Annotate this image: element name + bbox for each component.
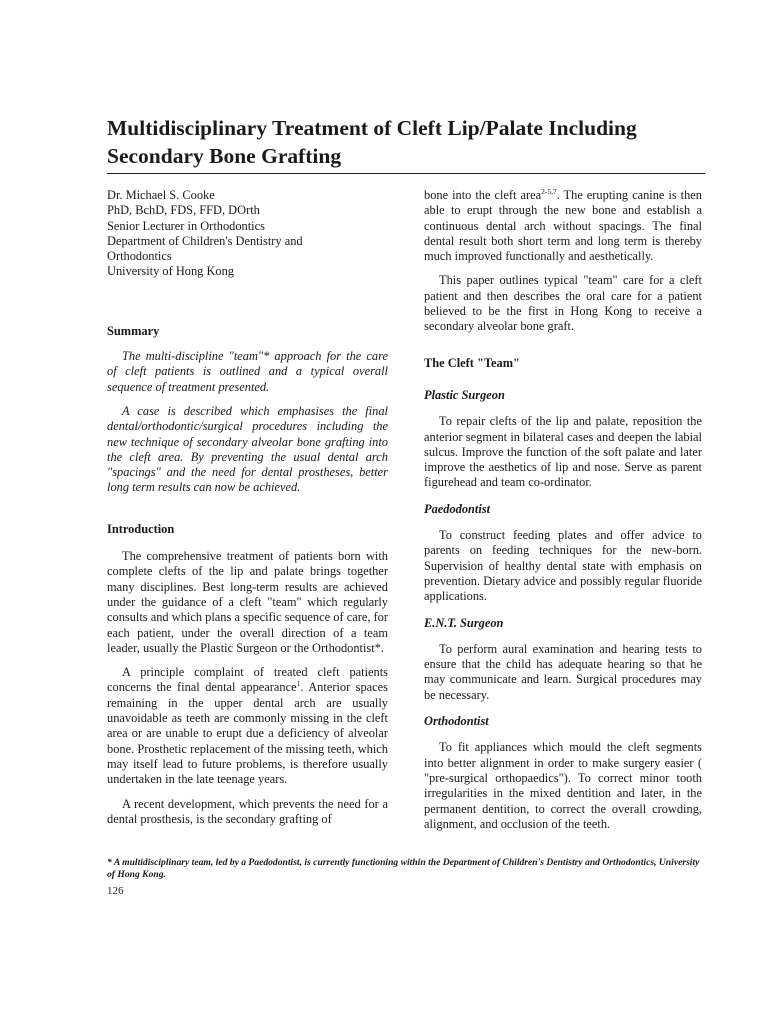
introduction-heading: Introduction [107, 521, 175, 536]
role-description: To fit appliances which mould the cleft segments into better alignment in order to make surgery easier ( "pre-surgical orthopaedics"). To correct minor tooth irregularities in the mixed dentition and later, in the permanent dentition, to correct the overall crowding, alignment, and occlusion of the teeth. [424, 740, 702, 831]
summary-paragraph: The multi-discipline "team"* approach for the care of cleft patients is outlined and a typical overall sequence of treatment presented. [107, 349, 388, 394]
title-rule [107, 173, 705, 174]
introduction-paragraph [107, 665, 388, 787]
paragraph-text: . The erupting canine is then able to erupt through the new bone and establish a continuous dental arch without spacings. The final dental result both short term and long term is thereby much improved functionally and aesthetically. [424, 188, 702, 264]
summary-paragraph: A case is described which emphasises the final dental/orthodontic/surgical procedures including the new technique of secondary alveolar bone grafting into the cleft area. By preventing the usual dental arch "spacings" and the need for dental prostheses, better long term results can now be achieved. [107, 403, 388, 495]
team-heading: The Cleft "Team" [424, 355, 520, 370]
right-column [424, 188, 702, 832]
summary-heading: Summary [107, 323, 160, 338]
role-description: To repair clefts of the lip and palate, reposition the anterior segment in bilateral cases and deepen the labial sulcus. Improve the function of the soft palate and later improve the aesthetics of lip and nose. Serve as parent figurehead and team co-ordinator. [424, 414, 702, 490]
role-description: To perform aural examination and hearing tests to ensure that the child has adequate hearing so that he may communicate and learn. Surgical procedures may be necessary. [424, 641, 702, 702]
introduction-paragraph: The comprehensive treatment of patients born with complete clefts of the lip and palate brings together many disciplines. Best long-term results are achieved under the guidance of a cleft "team" which regularly consults and which plans a specific sequence of care, for each patient, under the overall direction of a team leader, usually the Plastic Surgeon or the Orthodontist*. [107, 549, 388, 655]
page-title: Multidisciplinary Treatment of Cleft Lip/Palate Including Secondary Bone Grafting [107, 116, 637, 168]
role-heading-plastic-surgeon: Plastic Surgeon [424, 387, 505, 402]
left-column [107, 188, 388, 827]
page-number: 126 [107, 885, 124, 897]
citation-ref: 1 [296, 679, 301, 689]
introduction-paragraph: This paper outlines typical "team" care for a cleft patient and then describes the oral care for a patient believed to be the first in Hong Kong to receive a secondary alveolar bone graft. [424, 273, 702, 334]
paragraph-text: . Anterior spaces remaining in the upper dental arch are usually unavoidable as teeth are commonly missing in the cleft area or are unable to erupt due a deficiency of alveolar bone. Prosthetic replacement of the missing teeth, which may itself lead to future problems, is therefore usually undertaken in the late teenage years. [107, 680, 388, 787]
introduction-continuation [424, 188, 702, 264]
paragraph-text: bone into the cleft area [424, 188, 542, 202]
author-name: Dr. Michael S. Cooke [107, 188, 215, 202]
role-description: To construct feeding plates and offer advice to parents on feeding techniques for the new-born. Supervision of healthy dental state with emphasis on prevention. Dietary advice and possibly regular fluoride applications. [424, 528, 702, 604]
footnote: * A multidisciplinary team, led by a Paedodontist, is currently functioning within the Department of Children's Dentistry and Orthodontics, University of Hong Kong. [107, 857, 700, 880]
author-affiliation: Senior Lecturer in Orthodontics Department of Children's Dentistry and Orthodontics University of Hong Kong [107, 218, 303, 279]
author-degrees: PhD, BchD, FDS, FFD, DOrth [107, 203, 260, 218]
citation-ref: 2-5,7 [541, 186, 557, 196]
role-heading-ent-surgeon: E.N.T. Surgeon [424, 615, 504, 630]
role-heading-paedodontist: Paedodontist [424, 501, 491, 516]
paragraph-text: A principle complaint of treated cleft patients concerns the final dental appearance [107, 665, 388, 695]
introduction-paragraph: A recent development, which prevents the need for a dental prosthesis, is the secondary grafting of [107, 796, 388, 826]
role-heading-orthodontist: Orthodontist [424, 714, 489, 729]
